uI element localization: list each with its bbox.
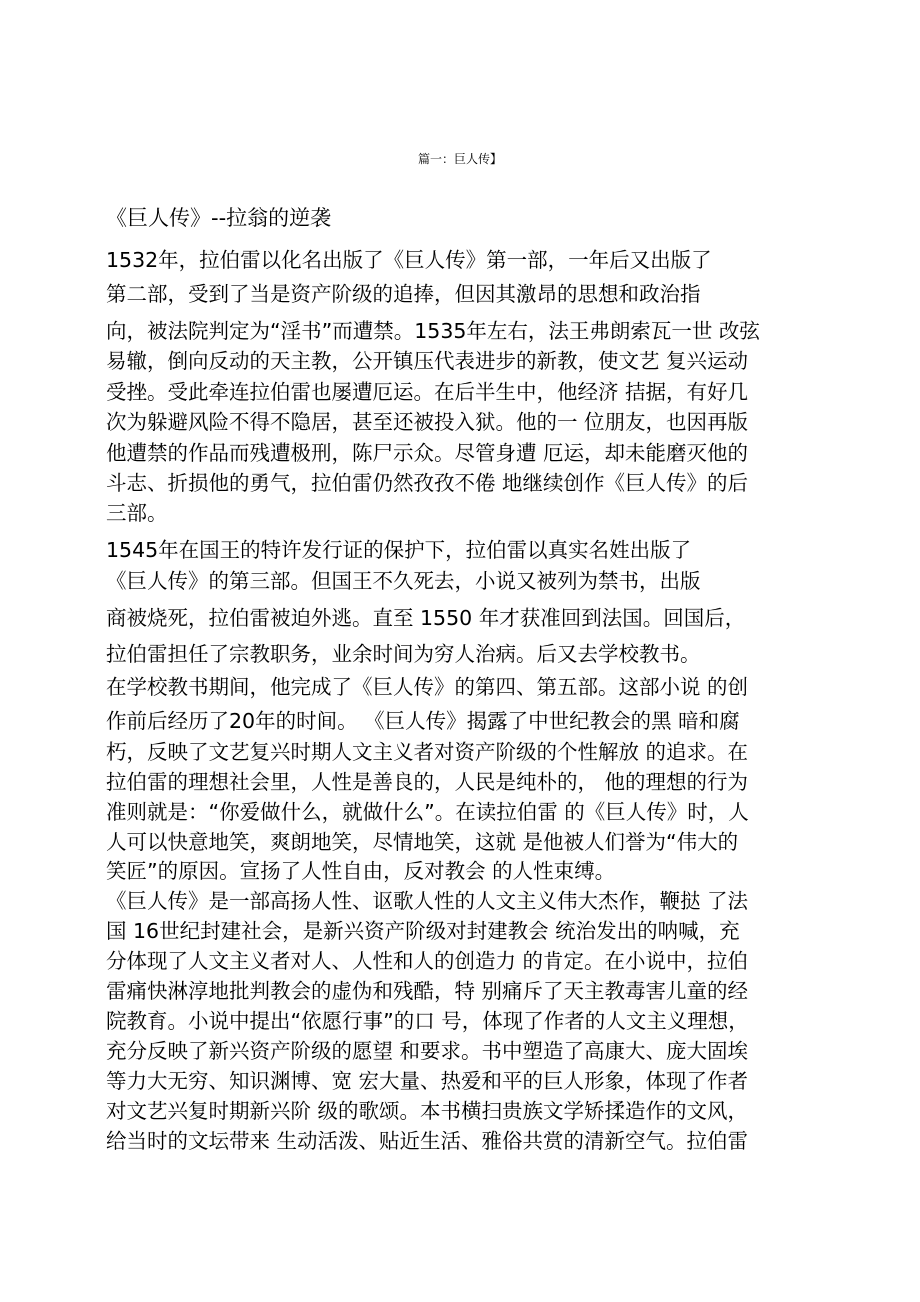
text-line: 笑匠”的原因。宣扬了人性自由，反对教会 的人性束缚。 bbox=[106, 859, 616, 883]
text-line: 朽，反映了文艺复兴时期人文主义者对资产阶级的个性解放 的追求。在 bbox=[106, 740, 749, 764]
page-header: 篇一：巨人传】 bbox=[417, 152, 502, 166]
text-line: 商被烧死，拉伯雷被迫外逃。直至 1550 年才获准回到法国。回国后， bbox=[106, 606, 746, 630]
text-line: 等力大无穷、知识渊博、宽 宏大量、热爱和平的巨人形象，体现了作者 bbox=[106, 1069, 749, 1093]
text-line: 受挫。受此牵连拉伯雷也屡遭厄运。在后半生中，他经济 拮据，有好几 bbox=[106, 380, 749, 404]
text-line: 分体现了人文主义者对人、人性和人的创造力 的肯定。在小说中，拉伯 bbox=[106, 949, 749, 973]
text-line: 第二部，受到了当是资产阶级的追捧，但因其激昂的思想和政治指 bbox=[106, 282, 701, 306]
text-line: 准则就是：“你爱做什么，就做什么”。在读拉伯雷 的《巨人传》时，人 bbox=[106, 800, 749, 824]
text-line: 院教育。小说中提出“依愿行事”的口 号，体现了作者的人文主义理想， bbox=[106, 1009, 749, 1033]
text-line: 向，被法院判定为“淫书”而遭禁。1535年左右，法王弗朗索瓦一世 改弦 bbox=[106, 319, 760, 343]
text-line: 国 16世纪封建社会，是新兴资产阶级对封建教会 统治发出的呐喊，充 bbox=[106, 919, 740, 943]
text-line: 三部。 bbox=[106, 501, 168, 525]
text-line: 给当时的文坛带来 生动活泼、贴近生活、雅俗共赏的清新空气。拉伯雷 bbox=[106, 1129, 749, 1153]
text-line: 他遭禁的作品而残遭极刑，陈尸示众。尽管身遭 厄运，却未能磨灭他的 bbox=[106, 441, 749, 465]
text-line: 作前后经历了20年的时间。 《巨人传》揭露了中世纪教会的黑 暗和腐 bbox=[106, 709, 740, 733]
text-line: 《巨人传》是一部高扬人性、讴歌人性的人文主义伟大杰作，鞭挞 了法 bbox=[106, 889, 749, 913]
text-line: 充分反映了新兴资产阶级的愿望 和要求。书中塑造了高康大、庞大固埃 bbox=[106, 1039, 749, 1063]
text-line: 对文艺兴复时期新兴阶 级的歌颂。本书横扫贵族文学矫揉造作的文风， bbox=[106, 1099, 749, 1123]
text-line: 拉伯雷的理想社会里，人性是善良的，人民是纯朴的， 他的理想的行为 bbox=[106, 770, 749, 794]
text-line: 《巨人传》的第三部。但国王不久死去，小说又被列为禁书，出版 bbox=[106, 569, 701, 593]
text-line: 次为躲避风险不得不隐居，甚至还被投入狱。他的一 位朋友，也因再版 bbox=[106, 410, 749, 434]
text-line: 斗志、折损他的勇气，拉伯雷仍然孜孜不倦 地继续创作《巨人传》的后 bbox=[106, 471, 749, 495]
text-line: 1532年，拉伯雷以化名出版了《巨人传》第一部，一年后又出版了 bbox=[106, 248, 712, 272]
document-title: 《巨人传》--拉翁的逆袭 bbox=[106, 206, 332, 230]
text-line: 拉伯雷担任了宗教职务，业余时间为穷人治病。后又去学校教书。 bbox=[106, 642, 701, 666]
text-line: 在学校教书期间，他完成了《巨人传》的第四、第五部。这部小说 的创 bbox=[106, 675, 749, 699]
text-line: 易辙，倒向反动的天主教，公开镇压代表进步的新教，使文艺 复兴运动 bbox=[106, 349, 749, 373]
text-line: 人可以快意地笑，爽朗地笑，尽情地笑，这就 是他被人们誉为“伟大的 bbox=[106, 830, 739, 854]
text-line: 雷痛快淋淳地批判教会的虚伪和残酷，特 别痛斥了天主教毒害儿童的经 bbox=[106, 979, 749, 1003]
text-line: 1545年在国王的特许发行证的保护下，拉伯雷以真实名姓出版了 bbox=[106, 538, 692, 562]
